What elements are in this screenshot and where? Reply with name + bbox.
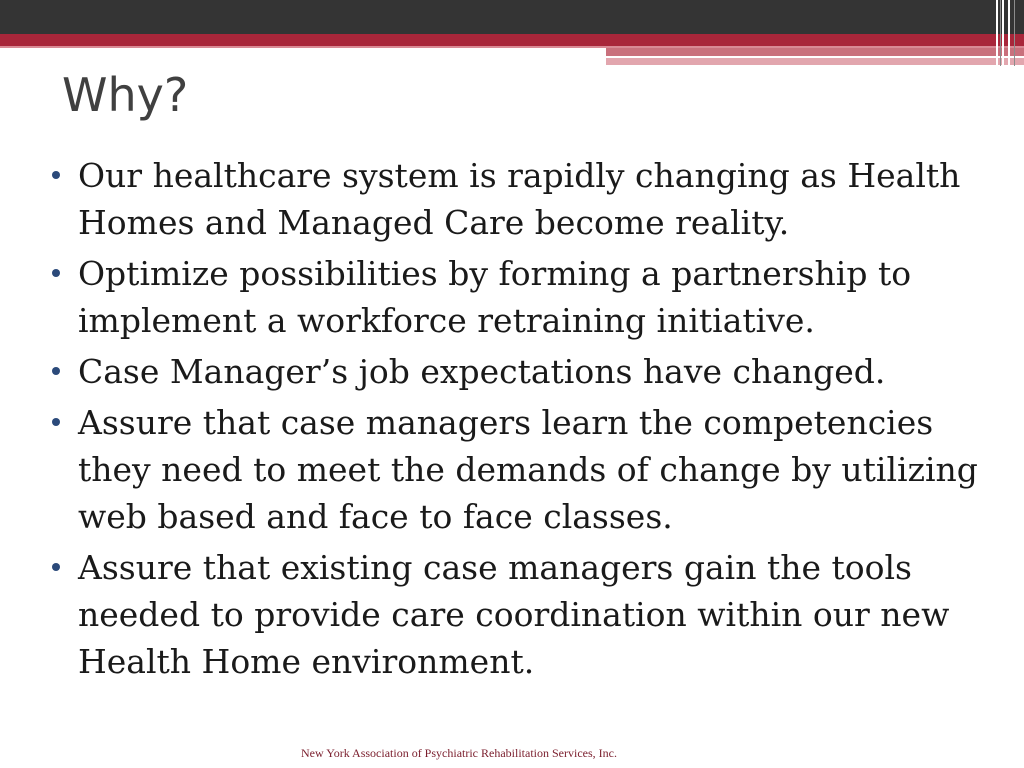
header-stripe [996,0,998,66]
bullet-text: Optimize possibilities by forming a partnership to implement a workforce retraining initiative. [78,254,912,340]
bullet-item [52,348,1002,395]
bullet-text: Assure that case managers learn the competencies they need to meet the demands of change by utilizing web based and face to face classes. [78,403,978,536]
bullet-icon [52,269,60,277]
bullet-icon [52,563,60,571]
header-stripe [1000,0,1001,66]
bullet-icon [52,367,60,375]
bullet-text: Case Manager’s job expectations have changed. [78,352,886,391]
slide-footer: New York Association of Psychiatric Rehabilitation Services, Inc. [301,746,617,760]
bullet-item [52,250,1002,344]
header-stripe [1014,0,1015,66]
header-pink-band [606,48,1024,56]
bullet-item [52,399,1002,540]
bullet-icon [52,418,60,426]
bullet-item [52,544,1002,685]
slide-title: Why? [62,68,189,122]
bullet-text: Assure that existing case managers gain the tools needed to provide care coordination within our new Health Home environment. [78,548,950,681]
header-light-pink-band [606,58,1024,65]
bullet-item [52,152,1002,246]
header-stripe [1002,0,1004,66]
bullet-text: Our healthcare system is rapidly changing as Health Homes and Managed Care become reality. [78,156,961,242]
header-stripe [1008,0,1010,66]
header-red-band [0,34,1024,46]
header-dark-bar [0,0,1024,34]
bullet-icon [52,171,60,179]
bullet-list [52,152,1002,689]
